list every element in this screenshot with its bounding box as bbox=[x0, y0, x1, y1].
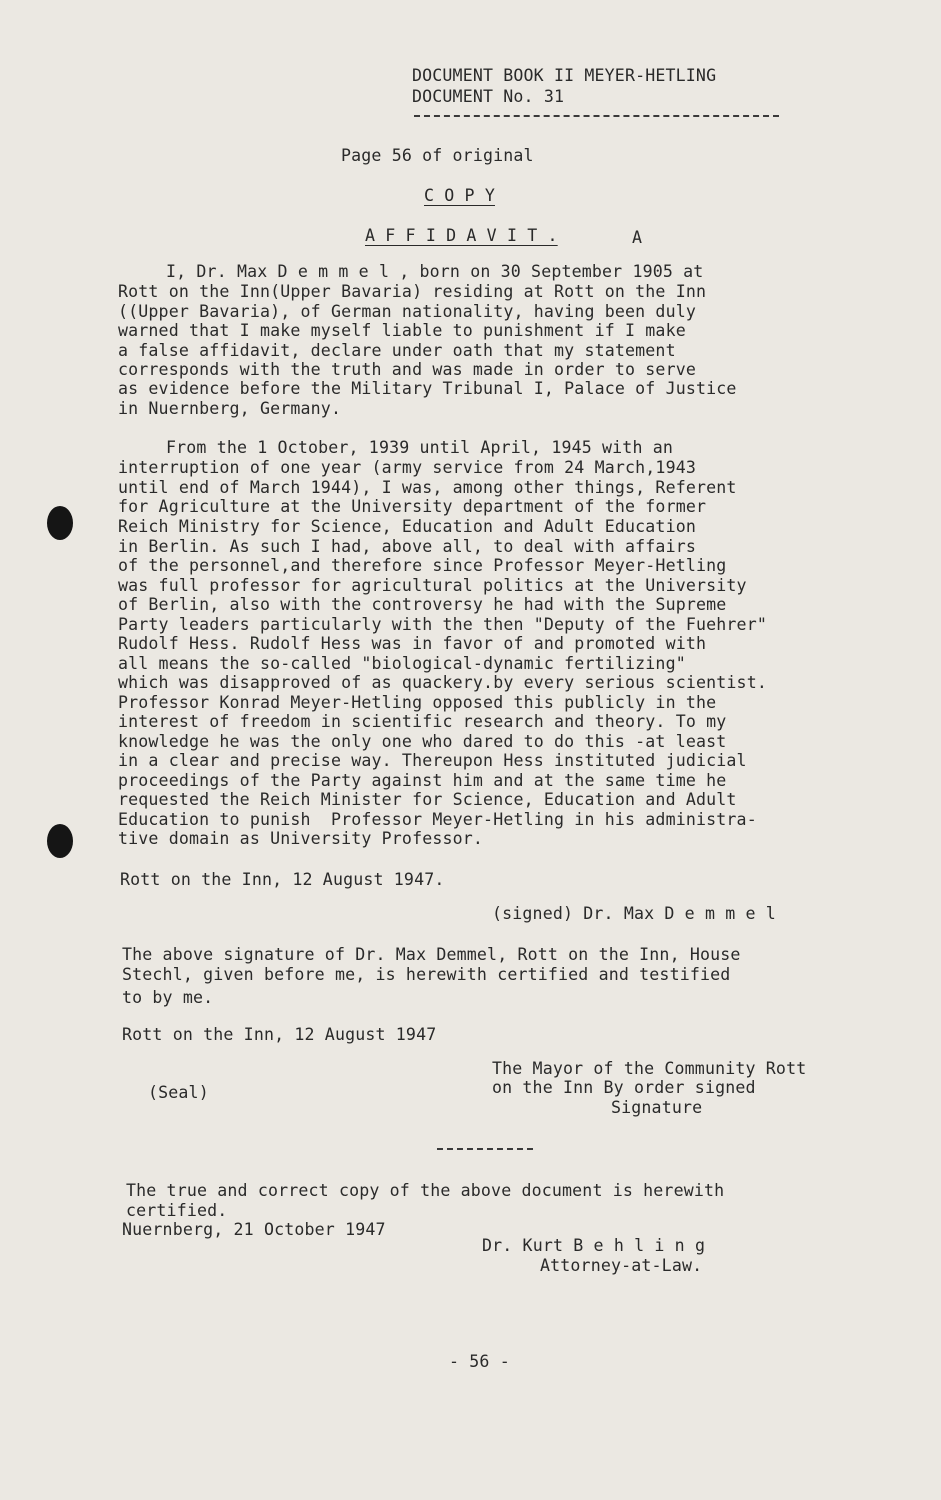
punch-hole-top bbox=[47, 506, 73, 540]
text-line: requested the Reich Minister for Science, Education and Adult bbox=[118, 790, 737, 809]
text-line: Rott on the Inn(Upper Bavaria) residing at Rott on the Inn bbox=[118, 282, 707, 301]
text-line: proceedings of the Party against him and at the same time he bbox=[118, 771, 727, 790]
page-number: - 56 - bbox=[449, 1352, 510, 1371]
attorney-title: Attorney-at-Law. bbox=[540, 1256, 703, 1275]
copy-heading: C O P Y bbox=[424, 186, 495, 205]
text-line: for Agriculture at the University department of the former bbox=[118, 497, 707, 516]
text-line: to by me. bbox=[122, 988, 214, 1007]
text-line: ((Upper Bavaria), of German nationality, having been duly bbox=[118, 302, 696, 321]
text-line: The above signature of Dr. Max Demmel, Rott on the Inn, House bbox=[122, 945, 741, 964]
text-line: was full professor for agricultural politics at the University bbox=[118, 576, 747, 595]
text-line: knowledge he was the only one who dared to do this -at least bbox=[118, 732, 727, 751]
punch-hole-bottom bbox=[47, 824, 73, 858]
text-line: of the personnel,and therefore since Professor Meyer-Hetling bbox=[118, 556, 727, 575]
text-line: Nuernberg, 21 October 1947 bbox=[122, 1220, 386, 1239]
page-of-original: Page 56 of original bbox=[341, 146, 534, 165]
document-number-line: DOCUMENT No. 31 bbox=[412, 87, 565, 106]
text-line: tive domain as University Professor. bbox=[118, 829, 484, 848]
text-line: Rudolf Hess. Rudolf Hess was in favor of and promoted with bbox=[118, 634, 707, 653]
text-line: a false affidavit, declare under oath that my statement bbox=[118, 341, 676, 360]
text-line: warned that I make myself liable to punishment if I make bbox=[118, 321, 686, 340]
place-date: Rott on the Inn, 12 August 1947. bbox=[120, 870, 445, 889]
exhibit-mark: A bbox=[632, 228, 643, 247]
text-line: as evidence before the Military Tribunal I, Palace of Justice bbox=[118, 379, 737, 398]
text-line: Professor Konrad Meyer-Hetling opposed this publicly in the bbox=[118, 693, 717, 712]
text-line: which was disapproved of as quackery.by every serious scientist. bbox=[118, 673, 767, 692]
text-line: Party leaders particularly with the then "Deputy of the Fuehrer" bbox=[118, 615, 767, 634]
text-line: in Nuernberg, Germany. bbox=[118, 399, 342, 418]
text-line: on the Inn By order signed bbox=[492, 1078, 756, 1097]
text-line: in Berlin. As such I had, above all, to deal with affairs bbox=[118, 537, 696, 556]
text-line: I, Dr. Max D e m m e l , born on 30 September 1905 at bbox=[166, 262, 704, 281]
text-line: interest of freedom in scientific research and theory. To my bbox=[118, 712, 727, 731]
document-book-line: DOCUMENT BOOK II MEYER-HETLING bbox=[412, 66, 717, 85]
text-line: Education to punish Professor Meyer-Hetling in his administra- bbox=[118, 810, 757, 829]
seal-label: (Seal) bbox=[148, 1083, 209, 1102]
section-divider bbox=[437, 1148, 533, 1150]
text-line: all means the so-called "biological-dynamic fertilizing" bbox=[118, 654, 686, 673]
text-line: Stechl, given before me, is herewith certified and testified bbox=[122, 965, 731, 984]
header-divider bbox=[414, 115, 779, 117]
signed-line: (signed) Dr. Max D e m m e l bbox=[492, 904, 776, 923]
place-date-2: Rott on the Inn, 12 August 1947 bbox=[122, 1025, 437, 1044]
text-line: corresponds with the truth and was made in order to serve bbox=[118, 360, 696, 379]
text-line: certified. bbox=[126, 1201, 228, 1220]
attorney-name: Dr. Kurt B e h l i n g bbox=[482, 1236, 706, 1255]
text-line: Reich Ministry for Science, Education and Adult Education bbox=[118, 517, 696, 536]
text-line: The true and correct copy of the above document is herewith bbox=[126, 1181, 725, 1200]
text-line: of Berlin, also with the controversy he had with the Supreme bbox=[118, 595, 727, 614]
text-line: From the 1 October, 1939 until April, 1945 with an bbox=[166, 438, 674, 457]
text-line: interruption of one year (army service from 24 March,1943 bbox=[118, 458, 696, 477]
text-line: Signature bbox=[611, 1098, 703, 1117]
text-line: until end of March 1944), I was, among other things, Referent bbox=[118, 478, 737, 497]
text-line: in a clear and precise way. Thereupon Hess instituted judicial bbox=[118, 751, 747, 770]
text-line: The Mayor of the Community Rott bbox=[492, 1059, 807, 1078]
affidavit-heading: A F F I D A V I T . bbox=[365, 226, 558, 245]
